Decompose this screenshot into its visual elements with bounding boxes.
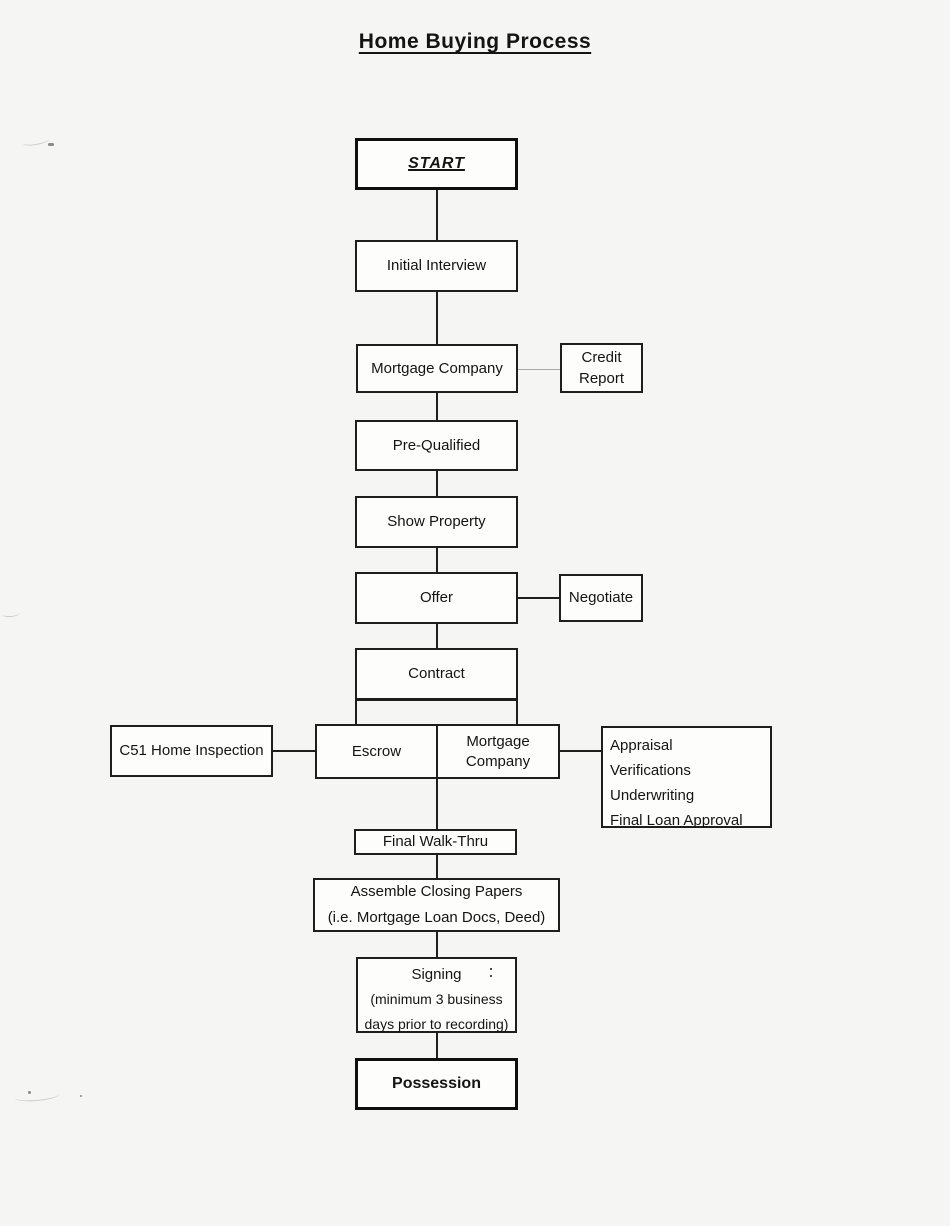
node-pre-qualified (355, 420, 518, 471)
node-contract-label: Contract (408, 665, 465, 682)
scan-artifact (2, 609, 21, 618)
scan-artifact (14, 1088, 61, 1103)
connector-c51-escrow (273, 750, 315, 752)
node-offer-label: Offer (419, 589, 454, 606)
node-offer (355, 572, 518, 624)
connector-offer-negotiate (518, 597, 559, 599)
connector-initial-interview-mortgage (436, 292, 438, 344)
node-show-property (355, 496, 518, 548)
node-initial-interview-label: Initial Interview (386, 257, 487, 274)
node-final-walk-thru-label: Final Walk-Thru (382, 833, 489, 850)
node-signing-line3: days prior to recording) (364, 1016, 509, 1032)
node-final-walk-thru (354, 829, 517, 855)
node-signing (356, 957, 517, 1033)
connector-mortgage-prequalified (436, 393, 438, 420)
node-negotiate (559, 574, 643, 622)
scan-artifact (48, 143, 54, 146)
node-start (355, 138, 518, 190)
node-contract (355, 648, 518, 701)
node-lender-steps (601, 726, 772, 828)
connector-mortgage-creditreport (518, 369, 560, 370)
connector-assemble-signing (436, 932, 438, 957)
node-c51-home-inspection (110, 725, 273, 777)
connector-offer-contract (436, 624, 438, 648)
node-start-label: START (408, 155, 465, 172)
node-escrow-mortgage-company-line2: Company (465, 752, 531, 770)
node-show-property-label: Show Property (387, 513, 486, 530)
contract-escrow-connector-box (355, 701, 518, 726)
connector-finalwalkthru-assemble (436, 855, 438, 878)
connector-start-initial-interview (436, 190, 438, 240)
node-assemble-closing-papers (313, 878, 560, 932)
node-mortgage-company-label: Mortgage Company (371, 359, 503, 377)
node-credit-report (560, 343, 643, 393)
node-escrow-mortgage-company (436, 724, 560, 779)
page-title: Home Buying Process (358, 30, 592, 53)
node-signing-line1: Signing (411, 966, 462, 983)
node-credit-report-line2: Report (578, 370, 625, 387)
lender-step-verifications: Verifications (610, 762, 691, 779)
node-mortgage-company (356, 344, 518, 393)
node-negotiate-label: Negotiate (568, 589, 634, 606)
connector-showproperty-offer (436, 548, 438, 572)
lender-step-final-loan-approval: Final Loan Approval (610, 812, 743, 829)
node-escrow-mortgage-company-line1: Mortgage (466, 732, 530, 750)
scan-artifact (28, 1091, 31, 1094)
node-initial-interview (355, 240, 518, 292)
node-possession-label: Possession (392, 1075, 481, 1092)
lender-step-appraisal: Appraisal (610, 737, 673, 754)
node-assemble-closing-papers-line2: (i.e. Mortgage Loan Docs, Deed) (327, 909, 546, 926)
connector-mortgage-lendersteps (560, 750, 601, 752)
node-escrow-label: Escrow (351, 742, 402, 760)
scan-artifact (21, 134, 50, 148)
node-escrow (315, 724, 438, 779)
connector-signing-possession (436, 1033, 438, 1058)
lender-step-underwriting: Underwriting (610, 787, 695, 804)
node-c51-home-inspection-label: C51 Home Inspection (119, 742, 264, 759)
node-assemble-closing-papers-line1: Assemble Closing Papers (350, 883, 523, 900)
connector-escrow-finalwalkthru (436, 779, 438, 829)
node-credit-report-line1: Credit (581, 349, 622, 366)
connector-prequalified-showproperty (436, 471, 438, 496)
scan-artifact (80, 1095, 82, 1097)
node-pre-qualified-label: Pre-Qualified (392, 436, 481, 454)
scan-artifact (490, 968, 492, 970)
node-signing-line2: (minimum 3 business (370, 991, 503, 1007)
node-possession (355, 1058, 518, 1110)
